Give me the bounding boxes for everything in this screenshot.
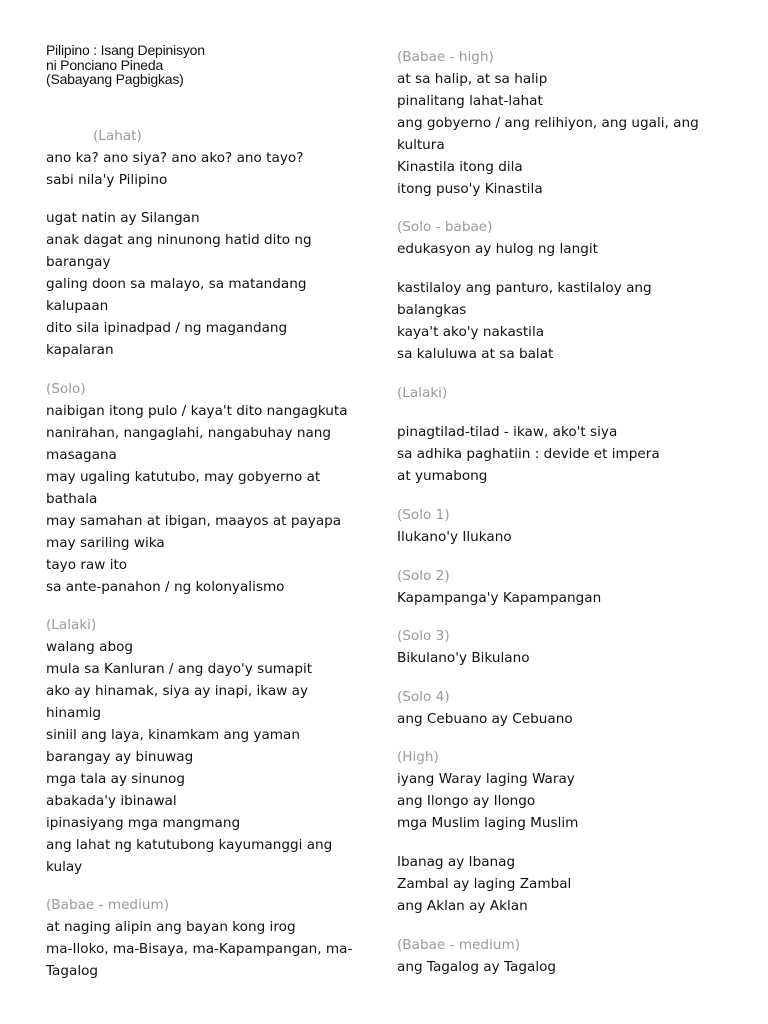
poem-line: ipinasiyang mga mangmang — [46, 815, 241, 831]
poem-line: at naging alipin ang bayan kong irog — [46, 919, 296, 935]
poem-line: kastilaloy ang panturo, kastilaloy ang — [397, 280, 652, 296]
stanza — [397, 216, 727, 260]
poem-line: siniil ang laya, kinamkam ang yaman — [46, 727, 300, 743]
stanza — [46, 614, 376, 878]
speaker-cue: (Lalaki) — [397, 385, 448, 401]
poem-line: at yumabong — [397, 468, 488, 484]
poem-line: kalupaan — [46, 298, 109, 314]
poem-line: pinagtilad-tilad - ikaw, ako't siya — [397, 424, 618, 440]
poem-line: Zambal ay laging Zambal — [397, 876, 572, 892]
stanza — [397, 851, 727, 917]
poem-line: tayo raw ito — [46, 557, 128, 573]
poem-line: ano ka? ano siya? ano ako? ano tayo? — [46, 150, 304, 166]
poem-title: Pilipino : Isang Depinisyon — [46, 42, 205, 58]
poem-line: abakada'y ibinawal — [46, 793, 177, 809]
speaker-cue: (Solo 1) — [397, 507, 450, 523]
poem-line: may samahan at ibigan, maayos at payapa — [46, 513, 342, 529]
stanza — [397, 934, 727, 978]
poem-line: ang Ilongo ay Ilongo — [397, 793, 536, 809]
poem-genre: (Sabayang Pagbigkas) — [46, 71, 184, 87]
poem-line: kultura — [397, 137, 445, 153]
poem-line: barangay — [46, 254, 111, 270]
speaker-cue: (High) — [397, 749, 439, 765]
poem-line: pinalitang lahat-lahat — [397, 93, 543, 109]
poem-line: walang abog — [46, 639, 134, 655]
stanza — [397, 277, 727, 365]
stanza — [397, 565, 727, 609]
poem-line: bathala — [46, 491, 98, 507]
speaker-cue: (Solo 4) — [397, 689, 450, 705]
poem-line: barangay ay binuwag — [46, 749, 194, 765]
poem-line: ang lahat ng katutubong kayumanggi ang — [46, 837, 333, 853]
poem-line: dito sila ipinadpad / ng magandang — [46, 320, 288, 336]
poem-author: ni Ponciano Pineda — [46, 56, 164, 73]
stanza — [397, 625, 727, 669]
poem-line: ang Cebuano ay Cebuano — [397, 711, 573, 727]
speaker-cue: (Solo 3) — [397, 628, 450, 644]
speaker-cue: (Solo - babae) — [397, 219, 493, 235]
poem-line: Kapampanga'y Kapampangan — [397, 590, 602, 606]
poem-line: Bikulano'y Bikulano — [397, 650, 530, 666]
stanza — [397, 504, 727, 548]
poem-line: nanirahan, nangaglahi, nangabuhay nang — [46, 425, 332, 441]
stanza — [46, 207, 376, 361]
poem-line: Tagalog — [46, 963, 99, 979]
poem-line: ang Aklan ay Aklan — [397, 898, 528, 914]
poem-line: iyang Waray laging Waray — [397, 771, 575, 787]
poem-line: ang Tagalog ay Tagalog — [397, 959, 557, 975]
poem-line: mga tala ay sinunog — [46, 771, 185, 787]
poem-line: kapalaran — [46, 342, 114, 358]
speaker-cue: (Solo 2) — [397, 568, 450, 584]
stanza — [397, 746, 727, 834]
poem-line: ugat natin ay Silangan — [46, 210, 200, 226]
poem-line: itong puso'y Kinastila — [397, 181, 543, 197]
poem-line: Kinastila itong dila — [397, 159, 523, 175]
poem-line: at sa halip, at sa halip — [397, 71, 548, 87]
poem-line: hinamig — [46, 705, 101, 721]
poem-line: masagana — [46, 447, 117, 463]
speaker-cue: (Lalaki) — [46, 617, 97, 633]
poem-line: sa kaluluwa at sa balat — [397, 346, 554, 362]
poem-line: galing doon sa malayo, sa matandang — [46, 276, 307, 292]
poem-line: may sariling wika — [46, 535, 165, 551]
poem-line: naibigan itong pulo / kaya't dito nangagkuta — [46, 403, 348, 419]
speaker-cue: (Solo) — [46, 381, 86, 397]
poem-line: mula sa Kanluran / ang dayo'y sumapit — [46, 661, 313, 677]
poem-line: may ugaling katutubo, may gobyerno at — [46, 469, 321, 485]
poem-line: balangkas — [397, 302, 467, 318]
poem-line: anak dagat ang ninunong hatid dito ng — [46, 232, 312, 248]
speaker-cue: (Babae - medium) — [397, 937, 521, 953]
poem-line: sa ante-panahon / ng kolonyalismo — [46, 579, 285, 595]
poem-line: Ilukano'y Ilukano — [397, 529, 512, 545]
stanza — [397, 382, 727, 404]
poem-line: mga Muslim laging Muslim — [397, 815, 579, 831]
poem-line: sa adhika paghatiin : devide et impera — [397, 446, 660, 462]
speaker-cue: (Lahat) — [93, 128, 142, 144]
stanza — [46, 378, 376, 598]
poem-line: ma-Iloko, ma-Bisaya, ma-Kapampangan, ma- — [46, 941, 353, 957]
poem-line: ang gobyerno / ang relihiyon, ang ugali, ang — [397, 115, 699, 131]
poem-line: kaya't ako'y nakastila — [397, 324, 545, 340]
poem-line: ako ay hinamak, siya ay inapi, ikaw ay — [46, 683, 309, 699]
document-header — [46, 43, 205, 87]
poem-line: sabi nila'y Pilipino — [46, 172, 168, 188]
stanza — [397, 686, 727, 730]
poem-line: kulay — [46, 859, 83, 875]
speaker-cue: (Babae - high) — [397, 49, 494, 65]
stanza — [397, 46, 727, 200]
stanza — [46, 125, 376, 191]
poem-line: Ibanag ay Ibanag — [397, 854, 516, 870]
stanza — [397, 421, 727, 487]
poem-line: edukasyon ay hulog ng langit — [397, 241, 598, 257]
stanza — [46, 894, 376, 982]
speaker-cue: (Babae - medium) — [46, 897, 170, 913]
